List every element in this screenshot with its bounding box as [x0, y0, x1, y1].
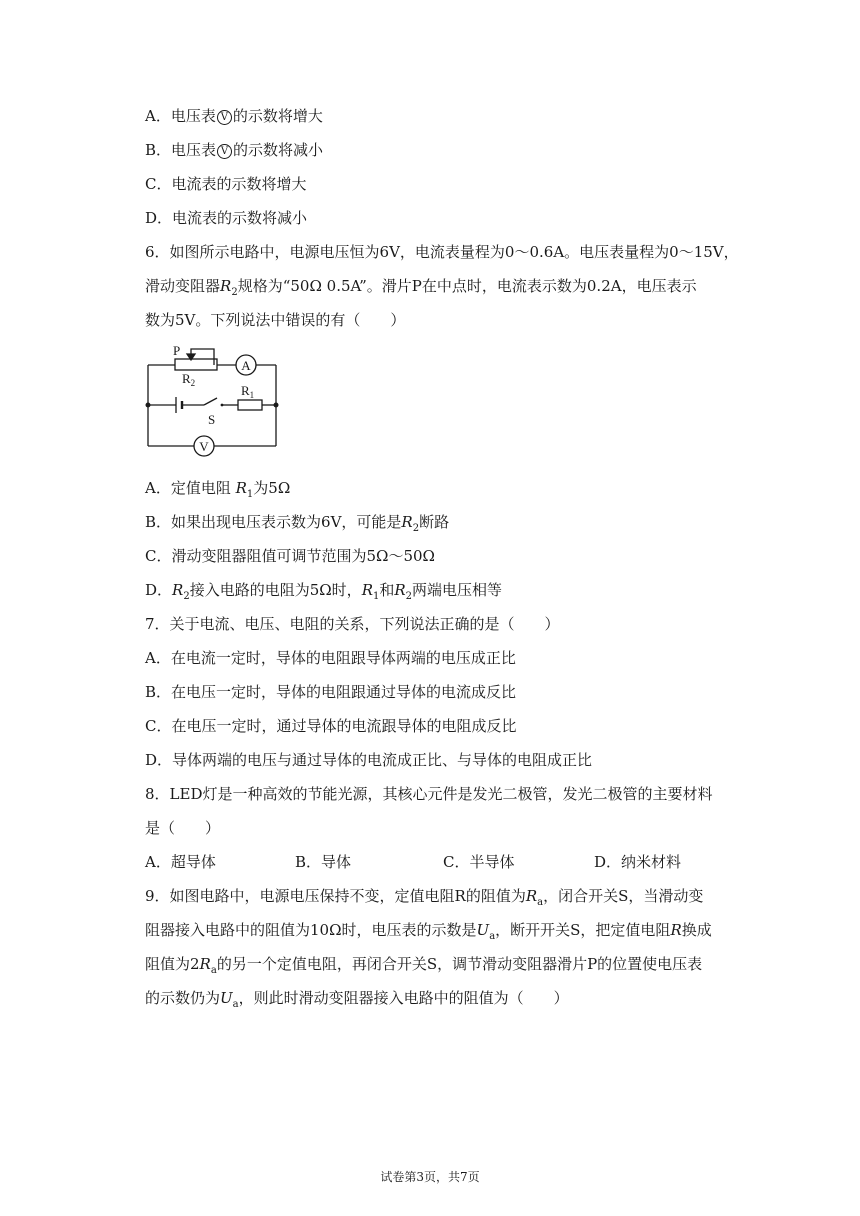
q6-option-b: B．如果出现电压表示数为6V，可能是$R_2$断路 [145, 513, 450, 534]
q7-stem: 7．关于电流、电压、电阻的关系，下列说法正确的是（ ） [145, 615, 560, 633]
label-p: P [173, 343, 181, 358]
voltmeter-symbol-icon: V [217, 144, 232, 159]
q6-stem-line-1: 6．如图所示电路中，电源电压恒为6V，电流表量程为0～0.6A。电压表量程为0～15V， [145, 243, 739, 261]
label-s: S [208, 412, 216, 427]
q9-stem-line-4: 的示数仍为$U_a$，则此时滑动变阻器接入电路中的阻值为（ ） [145, 989, 569, 1010]
q8-option-c: C．半导体 [443, 853, 515, 871]
label-a: A [241, 358, 251, 373]
label-v: V [199, 439, 209, 454]
q9-stem-line-1: 9．如图电路中，电源电压保持不变，定值电阻R的阻值为$R_a$，闭合开关S，当滑动变 [145, 887, 704, 908]
q7-option-d: D．导体两端的电压与通过导体的电流成正比、与导体的电阻成正比 [145, 751, 593, 769]
junction-dot [146, 403, 151, 408]
q9-stem-line-3: 阻值为$2R_a$的另一个定值电阻，再闭合开关S，调节滑动变阻器滑片P的位置使电压表 [145, 955, 703, 976]
resistor-r1 [238, 400, 262, 410]
q6-stem-line-3: 数为5V。下列说法中错误的有（ ） [145, 311, 406, 329]
q8-stem-line-1: 8．LED灯是一种高效的节能光源，其核心元件是发光二极管，发光二极管的主要材料 [145, 785, 713, 803]
q5-option-c: C．电流表的示数将增大 [145, 175, 307, 193]
q6-option-d: D．$R_2$接入电路的电阻为5Ω时，$R_1$和$R_2$两端电压相等 [145, 581, 503, 602]
q5-option-a: A．电压表 V 的示数将增大 [145, 107, 323, 125]
q8-option-b: B．导体 [295, 853, 352, 871]
q5-option-b: B．电压表 V 的示数将减小 [145, 141, 324, 159]
page-footer: 试卷第3页，共7页 [380, 1170, 480, 1184]
q8-stem-line-2: 是（ ） [145, 819, 221, 837]
q6-stem-line-2: 滑动变阻器$R_2$规格为“50Ω 0.5A”。滑片P在中点时，电流表示数为0.2A，电压表示 [145, 277, 697, 298]
label-r1: $R_1$ [241, 383, 255, 400]
label-r2: $R_2$ [182, 371, 196, 388]
q6-option-c: C．滑动变阻器阻值可调节范围为5Ω～50Ω [145, 547, 435, 565]
switch-contact [221, 404, 224, 407]
q7-option-b: B．在电压一定时，导体的电阻跟通过导体的电流成反比 [145, 683, 517, 701]
q9-stem-line-2: 阻器接入电路中的阻值为10Ω时，电压表的示数是$U_a$，断开开关S，把定值电阻R换成 [145, 921, 712, 942]
q7-option-c: C．在电压一定时，通过导体的电流跟导体的电阻成反比 [145, 717, 517, 735]
junction-dot [274, 403, 279, 408]
q7-option-a: A．在电流一定时，导体的电阻跟导体两端的电压成正比 [145, 649, 516, 667]
q5-option-d: D．电流表的示数将减小 [145, 209, 308, 227]
q6-option-a: A．定值电阻 $R_1$为5Ω [145, 479, 291, 500]
voltmeter-symbol-icon: V [217, 110, 232, 125]
q8-option-a: A．超导体 [145, 853, 216, 871]
circuit-diagram [142, 340, 282, 465]
rheostat-r2 [175, 359, 217, 370]
q8-option-d: D．纳米材料 [594, 853, 682, 871]
